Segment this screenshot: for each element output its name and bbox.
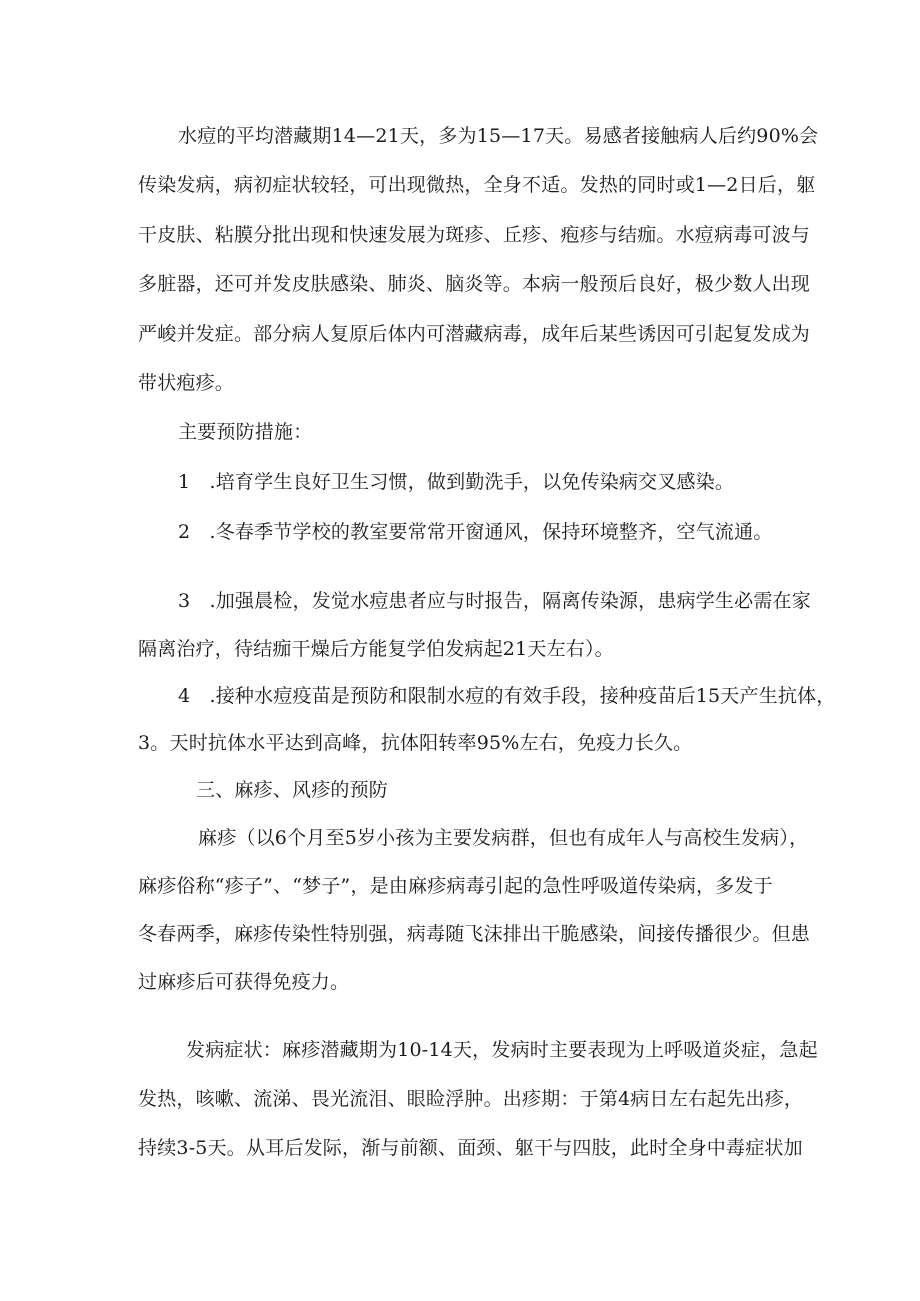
measles-paragraph-line-3: 冬春两季，麻疹传染性特别强，病毒随飞沫排出干脆感染，间接传播很少。但患 (138, 923, 811, 945)
paragraph-varicella-line-4: 多脏器，还可并发皮肤感染、肺炎、脑炎等。本病一般预后良好，极少数人出现 (138, 273, 811, 295)
prevention-heading: 主要预防措施： (178, 421, 313, 443)
measure-4-line-2: 3。天时抗体水平达到高峰，抗体阳转率95%左右，免疫力长久。 (138, 732, 693, 754)
symptoms-paragraph-line-1: 发病症状：麻疹潜藏期为10-14天，发病时主要表现为上呼吸道炎症，急起 (186, 1039, 818, 1061)
section-3-heading: 三、麻疹、风疹的预防 (196, 779, 389, 801)
symptoms-paragraph-line-2: 发热，咳嗽、流涕、畏光流泪、眼睑浮肿。出疹期：于第4病日左右起先出疹， (138, 1088, 804, 1110)
symptoms-paragraph-line-3: 持续3-5天。从耳后发际，渐与前额、面颈、躯干与四肢，此时全身中毒症状加 (138, 1137, 803, 1159)
paragraph-varicella-line-3: 干皮肤、粘膜分批出现和快速发展为斑疹、丘疹、疱疹与结痂。水痘病毒可波与 (138, 224, 811, 246)
paragraph-varicella-line-2: 传染发病，病初症状较轻，可出现微热，全身不适。发热的同时或1—2日后，躯 (138, 174, 816, 196)
measure-2: 2 .冬春季节学校的教室要常常开窗通风，保持环境整齐，空气流通。 (178, 521, 773, 543)
measles-paragraph-line-2: 麻疹俗称“疹子”、“梦子”，是由麻疹病毒引起的急性呼吸道传染病，多发于 (138, 875, 773, 897)
measure-3-line-2: 隔离治疗，待结痂干燥后方能复学伯发病起21天左右）。 (138, 638, 614, 660)
measure-1: 1 .培育学生良好卫生习惯，做到勤洗手，以免传染病交叉感染。 (178, 471, 735, 493)
paragraph-varicella-line-5: 严峻并发症。部分病人复原后体内可潜藏病毒，成年后某些诱因可引起复发成为 (138, 323, 811, 345)
measles-paragraph-line-1: 麻疹（以6个月至5岁小孩为主要发病群，但也有成年人与高校生发病）， (198, 827, 809, 849)
paragraph-varicella-line-1: 水痘的平均潜藏期14—21天，多为15—17天。易感者接触病人后约90%会 (178, 125, 819, 147)
measles-paragraph-line-4: 过麻疹后可获得免疫力。 (138, 971, 350, 993)
paragraph-varicella-line-6: 带状疱疹。 (138, 372, 235, 394)
measure-4-line-1: 4 .接种水痘疫苗是预防和限制水痘的有效手段，接种疫苗后15天产生抗体， (178, 685, 836, 707)
measure-3-line-1: 3 .加强晨检，发觉水痘患者应与时报告，隔离传染源，患病学生必需在家 (178, 590, 811, 612)
